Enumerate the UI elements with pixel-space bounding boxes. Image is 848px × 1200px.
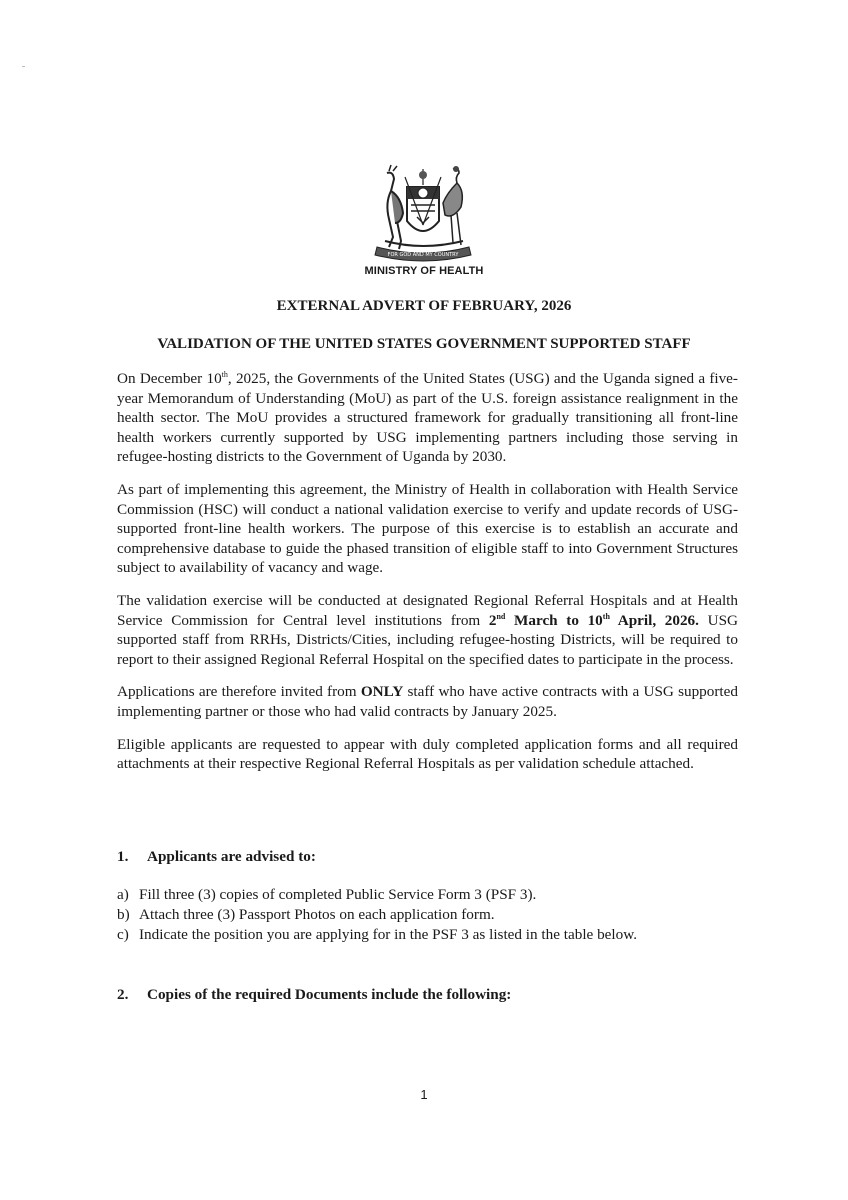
advert-title: EXTERNAL ADVERT OF FEBRUARY, 2026 — [276, 298, 572, 314]
p3-date-end: April, 2026. — [609, 611, 699, 629]
body-text — [117, 369, 738, 787]
p3-text-a: The validation exercise will be conducted at designated Regional Referral Hospitals and at Health Service Commission for Central level institutions from — [117, 591, 738, 629]
crest-motto: FOR GOD AND MY COUNTRY — [387, 252, 459, 258]
page-number: 1 — [420, 1087, 428, 1102]
ministry-name: MINISTRY OF HEALTH — [364, 265, 484, 277]
list-item-text: Indicate the position you are applying for in the PSF 3 as listed in the table below. — [139, 926, 637, 944]
list-item — [117, 925, 637, 945]
p3-date-start-sup: nd — [496, 611, 506, 621]
p1-text-b: , 2025, the Governments of the United States (USG) and the Uganda signed a five-year Memorandum of Understanding (MoU) as part of the U.S. foreign assistance realignment in the health sector. The MoU provides a structured framework for gradually transitioning all front-line health workers currently supported by USG implementing partners including those serving in refugee-hosting districts to the Government of Uganda by 2030. — [117, 370, 738, 466]
paragraph-3 — [117, 591, 738, 669]
section-1-title: Applicants are advised to: — [147, 848, 316, 865]
section-1-number: 1. — [117, 848, 129, 865]
list-item-text: Fill three (3) copies of completed Public Service Form 3 (PSF 3). — [139, 886, 537, 903]
paragraph-4 — [117, 682, 738, 721]
list-item-text: Attach three (3) Passport Photos on each application form. — [139, 906, 495, 924]
list-item-label: c) — [117, 926, 129, 944]
p4-text-b: staff who have active contracts with a USG supported implementing partner or those who had valid contracts by January 2025. — [117, 683, 738, 720]
paragraph-5: Eligible applicants are requested to appear with duly completed application forms and all required attachments at their respective Regional Referral Hospitals as per validation schedule attached. — [117, 735, 738, 773]
list-item — [117, 905, 637, 925]
section-1-heading — [117, 848, 316, 866]
paragraph-2: As part of implementing this agreement, the Ministry of Health in collaboration with Health Service Commission (HSC) will conduct a national validation exercise to verify and update records of USG-supported front-line health workers. The purpose of this exercise is to establish an accurate and comprehensive database to guide the phased transition of eligible staff to into Government Structures subject to availability of vacancy and wage. — [117, 480, 738, 577]
p4-emphasis: ONLY — [360, 683, 404, 701]
p3-date-end-sup: th — [602, 611, 610, 621]
section-2-title: Copies of the required Documents include the following: — [147, 986, 512, 1003]
section-2-number: 2. — [117, 986, 129, 1003]
p4-text-a: Applications are therefore invited from — [117, 683, 361, 701]
p1-sup: th — [221, 369, 228, 379]
p3-text-b: USG supported staff from RRHs, Districts/Cities, including refugee-hosting Districts, will be required to report to their assigned Regional Referral Hospital on the specified dates to participate in the process. — [117, 611, 738, 668]
subject-title: VALIDATION OF THE UNITED STATES GOVERNMENT SUPPORTED STAFF — [157, 336, 691, 352]
list-item-label: b) — [117, 906, 130, 924]
p1-text-a: On December 10 — [117, 370, 222, 387]
paragraph-1 — [117, 369, 738, 467]
p3-dates — [489, 612, 699, 629]
p3-date-mid: March to 10 — [505, 611, 603, 629]
list-item-label: a) — [117, 886, 129, 903]
p3-date-start: 2 — [488, 611, 497, 629]
scan-speck — [22, 66, 25, 67]
uganda-coat-of-arms — [367, 163, 479, 267]
applicant-instructions-list — [117, 885, 637, 946]
section-2-heading — [117, 986, 511, 1004]
list-item — [117, 885, 637, 905]
